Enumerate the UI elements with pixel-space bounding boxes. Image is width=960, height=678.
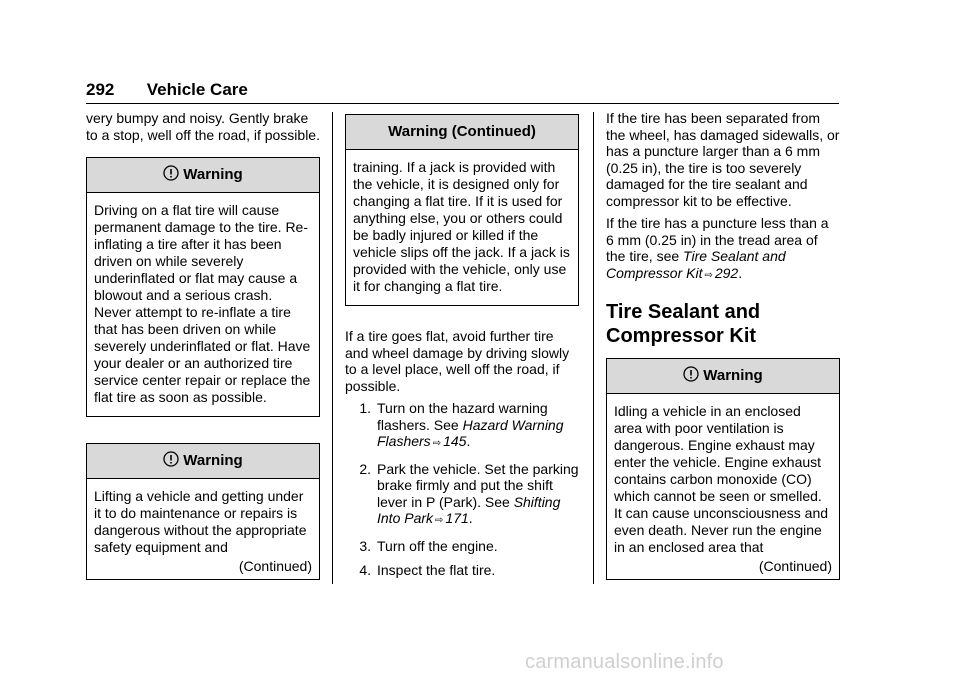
warning-icon xyxy=(163,165,179,186)
step-text: Inspect the flat tire. xyxy=(377,562,496,578)
warning-box xyxy=(345,114,579,306)
step-number: 2. xyxy=(359,460,371,477)
warning-header xyxy=(87,158,319,193)
warning-icon xyxy=(163,451,179,472)
list-item xyxy=(345,538,579,555)
warning-title: Warning xyxy=(183,165,243,183)
column-divider xyxy=(332,112,333,584)
intro-paragraph: very bumpy and noisy. Gently brake to a stop, well off the road, if possible. xyxy=(86,110,320,143)
step-end: . xyxy=(468,510,473,526)
step-body: Turn on the hazard warning flashers. See xyxy=(377,400,548,433)
cross-reference-link[interactable]: Hazard Warning Flashers xyxy=(377,416,564,449)
warning-title: Warning xyxy=(183,451,243,469)
paragraph-end: . xyxy=(738,264,743,281)
page-reference[interactable]: 145 xyxy=(443,433,467,449)
page-number: 292 xyxy=(86,80,115,99)
warning-box xyxy=(86,443,320,580)
paragraph: If a tire goes flat, avoid further tire and wheel damage by driving slowly to a level place, well off the road, if possible. xyxy=(345,328,570,394)
cross-reference-link[interactable]: Tire Sealant and Compressor Kit xyxy=(606,248,786,281)
steps-list xyxy=(345,400,579,579)
page-arrow-icon: ⇨ xyxy=(432,438,442,449)
paragraph: If the tire has been separated from the wheel, has damaged sidewalls, or has a puncture larger than a 6 mm (0.25 in), the tire is too severely damaged for the tire sealant and compressor kit to be effective. xyxy=(606,110,840,209)
step-end: . xyxy=(466,433,471,449)
list-item xyxy=(345,461,579,530)
step-number: 3. xyxy=(359,537,371,554)
step-text xyxy=(377,400,579,453)
header-rule xyxy=(86,103,839,104)
column-3 xyxy=(606,110,840,580)
step-body: Park the vehicle. Set the parking brake firmly and put the shift lever in P (Park). See xyxy=(377,460,579,510)
continued-label: (Continued) xyxy=(758,558,832,574)
paragraph xyxy=(606,215,840,284)
warning-text: Idling a vehicle in an enclosed area with poor ventilation is dangerous. Engine exhaust may enter the vehicle. Engine exhaust contains carbon monoxide (CO) which cannot be seen or smelled. It can cause unconsciousness and even death. Never run the engine in an enclosed area that xyxy=(614,403,829,555)
warning-header xyxy=(607,359,839,394)
list-item xyxy=(345,400,579,453)
step-text xyxy=(377,461,579,530)
column-1 xyxy=(86,110,320,580)
page-arrow-icon: ⇨ xyxy=(435,515,444,526)
warning-box xyxy=(86,157,320,417)
step-number: 1. xyxy=(359,400,371,416)
list-item xyxy=(345,562,579,579)
column-2 xyxy=(345,110,579,587)
step-text: Turn off the engine. xyxy=(377,537,498,554)
page-arrow-icon: ⇨ xyxy=(704,269,713,281)
page-header xyxy=(86,80,248,100)
section-title: Vehicle Care xyxy=(146,80,248,99)
column-divider xyxy=(593,112,594,584)
page-reference[interactable]: 292 xyxy=(714,264,739,281)
warning-title: Warning xyxy=(703,366,763,384)
warning-body xyxy=(607,394,839,579)
warning-icon xyxy=(683,366,699,387)
warning-header xyxy=(87,444,319,479)
watermark: carmanualsonline.info xyxy=(525,651,724,673)
warning-text: Lifting a vehicle and getting under it to do maintenance or repairs is dangerous without the appropriate safety equipment and xyxy=(94,488,307,555)
warning-body: training. If a jack is provided with the vehicle, it is designed only for changing a flat tire. If it is used for anything else, you or others could be badly injured or killed if the vehicle slips off the jack. If a jack is provided with the vehicle, only use it for changing a flat tire. xyxy=(353,159,570,294)
warning-body xyxy=(87,479,319,579)
cross-reference-link[interactable]: Shifting Into Park xyxy=(377,493,561,526)
step-number: 4. xyxy=(359,562,371,578)
warning-header: Warning (Continued) xyxy=(346,115,578,150)
warning-box xyxy=(606,358,840,580)
paragraph-text: If the tire has a puncture less than a 6 mm (0.25 in) in the tread area of the tire, see xyxy=(606,215,829,264)
page-reference[interactable]: 171 xyxy=(445,510,469,526)
continued-label: (Continued) xyxy=(238,558,312,574)
warning-body: Driving on a flat tire will cause permanent damage to the tire. Re-inflating a tire after it has been driven on while severely underinflated or flat may cause a blowout and a serious crash. Never attempt to re-inflate a tire that has been driven on while severely underinflated or flat. Have your dealer or an authorized tire service center repair or replace the flat tire as soon as possible. xyxy=(94,202,311,405)
section-heading: Tire Sealant and Compressor Kit xyxy=(606,301,761,347)
